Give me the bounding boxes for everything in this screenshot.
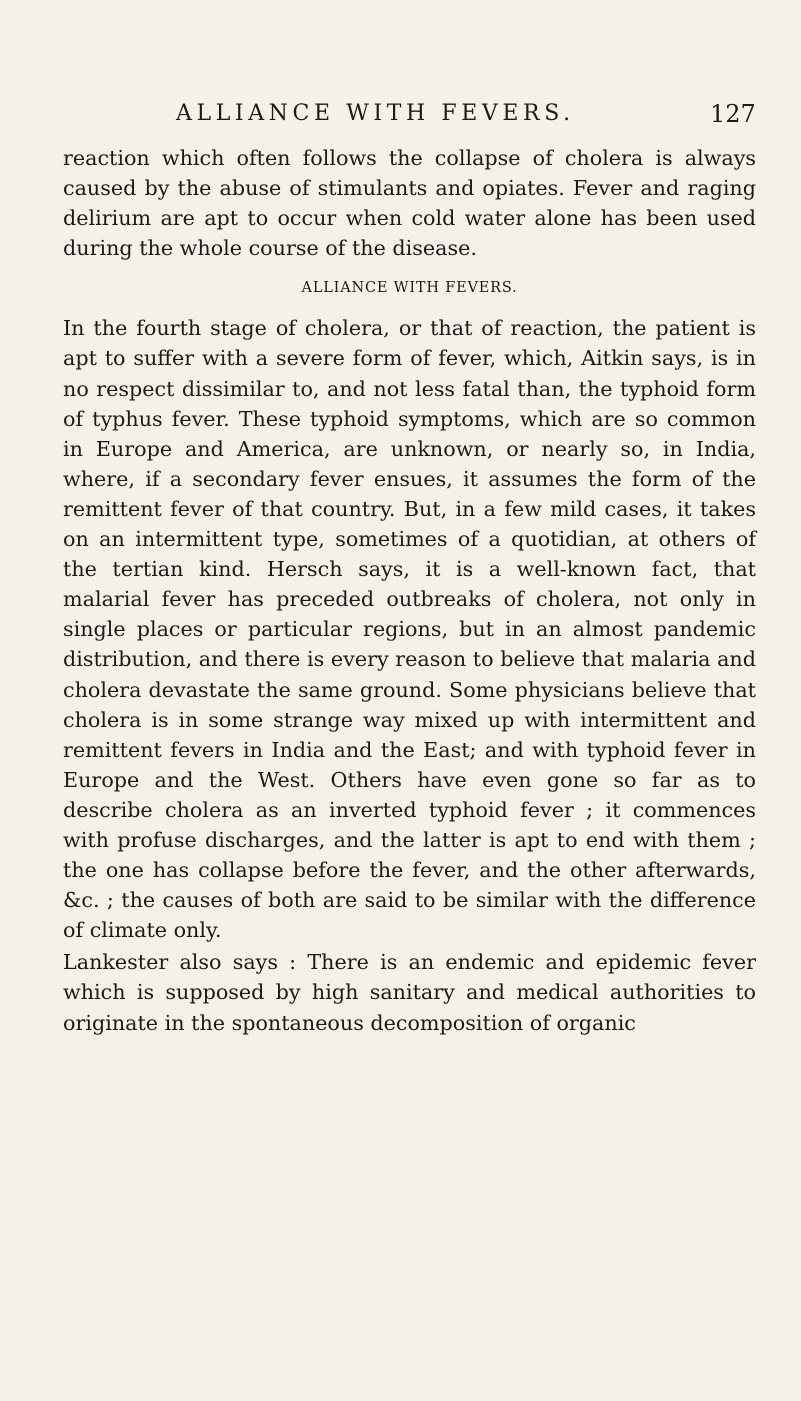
- intro-paragraph: reaction which often follows the collapse of cholera is always caused by the abuse of stimulants and opiates. Fever and raging delirium are apt to occur when cold water alone has been used during the whole course of the disease.: [63, 146, 756, 261]
- body-text: [63, 143, 756, 1038]
- paragraph-2: Lankester also says : There is an endemic and epidemic fever which is supposed by high sanitary and medical authorities to originate in the spontaneous decomposition of organic: [63, 950, 756, 1035]
- paragraph-1: In the fourth stage of cholera, or that of reaction, the patient is apt to suffer with a severe form of fever, which, Aitkin says, is in no respect dissimilar to, and not less fatal than, the typhoid form of typhus fever. These typhoid symptoms, which are so common in Europe and America, are unknown, or nearly so, in India, where, if a secondary fever ensues, it assumes the form of the remittent fever of that country. But, in a few mild cases, it takes on an intermittent type, sometimes of a quotidian, at others of the tertian kind. Hersch says, it is a well-known fact, that malarial fever has preceded outbreaks of cholera, not only in single places or particular regions, but in an almost pandemic distribution, and there is every reason to believe that malaria and cholera devastate the same ground. Some physicians believe that cholera is in some strange way mixed up with intermittent and remittent fevers in India and the East; and with typhoid fever in Europe and the West. Others have even gone so far as to describe cholera as an inverted typhoid fever ; it commences with profuse discharges, and the latter is apt to end with them ; the one has collapse before the fever, and the other afterwards, &c. ; the causes of both are said to be similar with the difference of climate only.: [63, 316, 756, 943]
- page-number: 127: [710, 100, 756, 128]
- running-title: ALLIANCE WITH FEVERS.: [176, 101, 575, 126]
- section-heading: ALLIANCE WITH FEVERS.: [301, 280, 518, 297]
- running-head: [176, 94, 776, 134]
